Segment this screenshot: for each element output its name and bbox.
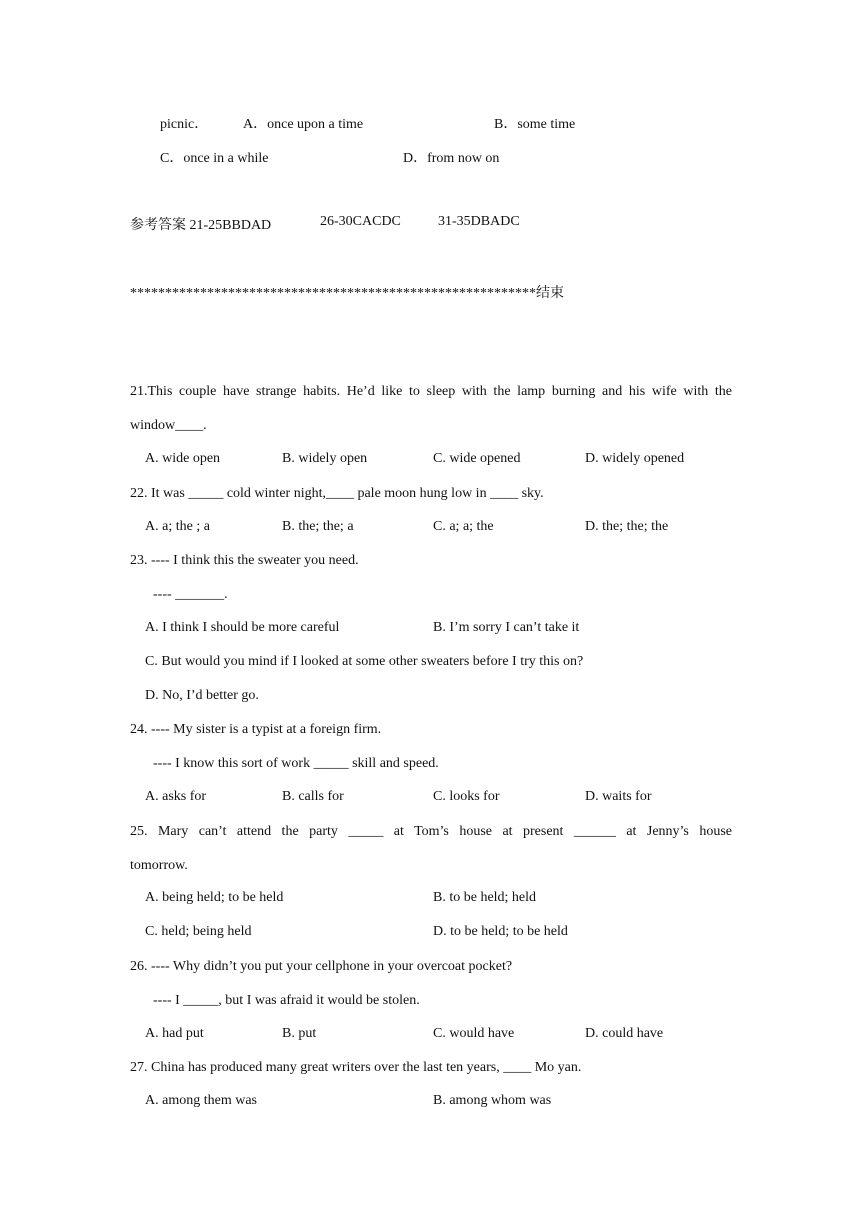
end-marker: **********************************************************结束	[130, 286, 564, 301]
q26-option-d: D. could have	[585, 1026, 664, 1041]
q26-option-b: B. put	[282, 1026, 317, 1041]
q26-option-a: A. had put	[145, 1026, 204, 1041]
question-24-reply: ---- I know this sort of work _____ skill and speed.	[153, 756, 439, 771]
q21-option-d: D. widely opened	[585, 451, 685, 466]
q25-option-a: A. being held; to be held	[145, 890, 284, 905]
question-23-stem: 23. ---- I think this the sweater you need.	[130, 553, 359, 568]
q25-option-b: B. to be held; held	[433, 890, 537, 905]
answer-key-group-3: 31-35DBADC	[438, 214, 520, 229]
question-23-reply: ---- _______.	[153, 587, 228, 602]
option-d: D．from now on	[403, 151, 500, 166]
question-lead: picnic．	[160, 117, 209, 132]
q22-option-b: B. the; the; a	[282, 519, 354, 534]
q21-option-c: C. wide opened	[433, 451, 521, 466]
q24-option-a: A. asks for	[145, 789, 207, 804]
question-26-stem: 26. ---- Why didn’t you put your cellphone in your overcoat pocket?	[130, 959, 513, 974]
option-c: C．once in a while	[160, 151, 269, 166]
q21-option-a: A. wide open	[145, 451, 221, 466]
option-a: A．once upon a time	[243, 117, 364, 132]
option-b: B．some time	[494, 117, 576, 132]
answer-key-group-2: 26-30CACDC	[320, 214, 401, 229]
q22-option-d: D. the; the; the	[585, 519, 669, 534]
q22-option-c: C. a; a; the	[433, 519, 494, 534]
q27-option-b: B. among whom was	[433, 1093, 552, 1108]
question-27-stem: 27. China has produced many great writers over the last ten years, ____ Mo yan.	[130, 1060, 582, 1075]
q25-option-d: D. to be held; to be held	[433, 924, 568, 939]
question-21-stem: 21.This couple have strange habits. He’d like to sleep with the lamp burning and his wife with the	[130, 384, 732, 399]
question-26-reply: ---- I _____, but I was afraid it would be stolen.	[153, 993, 420, 1008]
question-21-stem-cont: window____.	[130, 418, 207, 433]
q24-option-b: B. calls for	[282, 789, 344, 804]
answer-key-label: 参考答案 21-25BBDAD	[130, 218, 272, 233]
q23-option-a: A. I think I should be more careful	[145, 620, 340, 635]
question-25-stem: 25. Mary can’t attend the party _____ at Tom’s house at present ______ at Jenny’s house	[130, 824, 732, 839]
q24-option-d: D. waits for	[585, 789, 652, 804]
q27-option-a: A. among them was	[145, 1093, 257, 1108]
q21-option-b: B. widely open	[282, 451, 368, 466]
question-25-stem-cont: tomorrow.	[130, 858, 188, 873]
q26-option-c: C. would have	[433, 1026, 515, 1041]
q22-option-a: A. a; the ; a	[145, 519, 210, 534]
q24-option-c: C. looks for	[433, 789, 500, 804]
question-22-stem: 22. It was _____ cold winter night,____ pale moon hung low in ____ sky.	[130, 486, 544, 501]
q23-option-c: C. But would you mind if I looked at some other sweaters before I try this on?	[145, 654, 584, 669]
q23-option-b: B. I’m sorry I can’t take it	[433, 620, 580, 635]
q25-option-c: C. held; being held	[145, 924, 252, 939]
question-24-stem: 24. ---- My sister is a typist at a foreign firm.	[130, 722, 382, 737]
q23-option-d: D. No, I’d better go.	[145, 688, 259, 703]
